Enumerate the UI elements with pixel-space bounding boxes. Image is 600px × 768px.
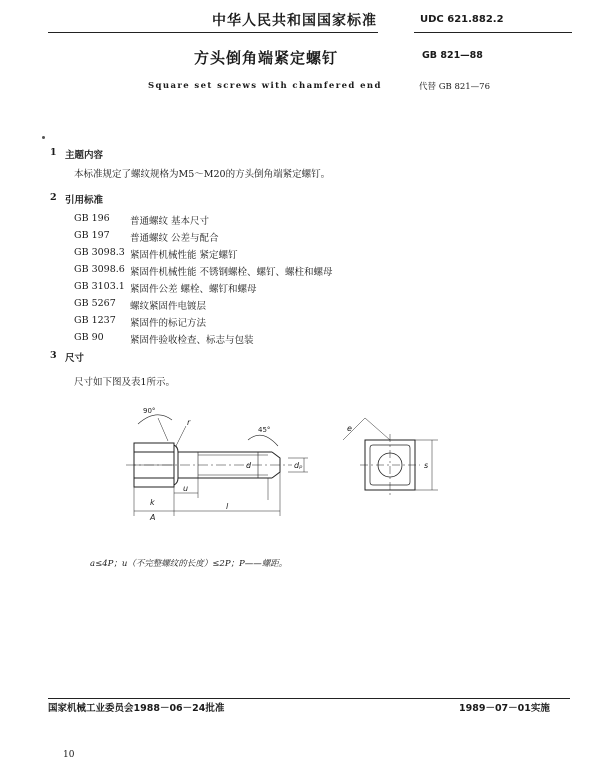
standard-number: GB 821—88 <box>422 50 483 61</box>
reference-title: 紧固件验收检查、标志与包装 <box>130 335 254 346</box>
section-3-number: 3 <box>50 350 57 361</box>
section-3-title: 尺寸 <box>65 353 85 364</box>
document-title: 方头倒角端紧定螺钉 <box>194 49 339 67</box>
udc-number: UDC 621.882.2 <box>420 14 504 25</box>
label-l: l <box>226 502 229 511</box>
replaces-standard: 代替 GB 821—76 <box>419 82 490 92</box>
reference-code: GB 196 <box>74 213 110 224</box>
reference-code: GB 1237 <box>74 315 116 326</box>
label-u: u <box>183 484 189 493</box>
label-r: r <box>187 418 191 427</box>
label-dp: dₚ <box>294 461 303 470</box>
label-angle: 90° <box>143 407 156 415</box>
reference-title: 紧固件的标记方法 <box>130 318 207 329</box>
section-2-number: 2 <box>50 192 57 203</box>
document-title-english: Square set screws with chamfered end <box>148 81 382 91</box>
section-3-text: 尺寸如下图及表1所示。 <box>74 377 176 388</box>
label-d: d <box>246 461 252 470</box>
section-2-title: 引用标准 <box>65 195 104 206</box>
reference-title: 螺纹紧固件电镀层 <box>130 301 207 312</box>
reference-code: GB 90 <box>74 332 104 343</box>
label-a: A <box>150 513 156 522</box>
reference-title: 普通螺纹 基本尺寸 <box>130 216 210 227</box>
reference-code: GB 197 <box>74 230 110 241</box>
page-number: 10 <box>63 750 75 760</box>
section-1-title: 主题内容 <box>65 150 104 161</box>
reference-code: GB 3103.1 <box>74 281 125 292</box>
implementation-date: 1989－07－01实施 <box>459 703 550 714</box>
section-1-text: 本标准规定了螺纹规格为M5～M20的方头倒角端紧定螺钉。 <box>74 169 331 180</box>
reference-code: GB 5267 <box>74 298 116 309</box>
label-angle-2: 45° <box>258 426 271 434</box>
label-s: s <box>424 461 429 470</box>
national-standard-heading: 中华人民共和国国家标准 <box>212 13 377 29</box>
reference-title: 紧固件机械性能 紧定螺钉 <box>130 250 238 261</box>
label-e: e <box>347 424 352 433</box>
approval-date: 国家机械工业委员会1988－06－24批准 <box>48 703 225 714</box>
footer-rule <box>48 698 570 699</box>
label-k: k <box>150 498 155 507</box>
reference-title: 普通螺纹 公差与配合 <box>130 233 219 244</box>
figure-note: a≤4P；u（不完整螺纹的长度）≤2P；P——螺距。 <box>90 559 288 569</box>
reference-code: GB 3098.6 <box>74 264 125 275</box>
reference-title: 紧固件机械性能 不锈钢螺栓、螺钉、螺柱和螺母 <box>130 267 333 278</box>
reference-title: 紧固件公差 螺栓、螺钉和螺母 <box>130 284 257 295</box>
reference-code: GB 3098.3 <box>74 247 125 258</box>
section-1-number: 1 <box>50 147 57 158</box>
